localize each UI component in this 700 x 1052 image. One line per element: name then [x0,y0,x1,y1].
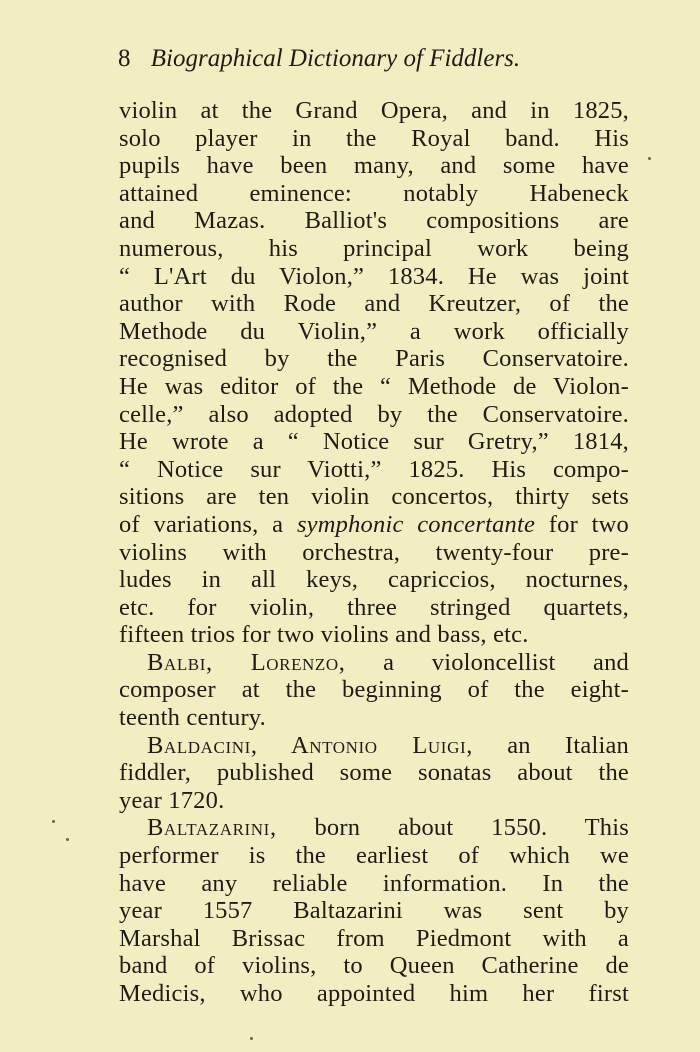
text-line: have any reliable information. In the [119,869,629,897]
italic-term: symphonic concertante [296,510,536,538]
text-line: composer at the beginning of the eight- [119,676,629,704]
text-line: band of violins, to Queen Catherine de [119,952,629,980]
text-line: attained eminence: notably Habeneck [119,179,629,207]
running-header [118,44,588,74]
text-line: celle,” also adopted by the Conservatoire. [119,400,629,428]
text-line: Methode du Violin,” a work officially [119,317,629,345]
text-line: of variations, a symphonic concertante for two [119,510,630,538]
text-line: “ L'Art du Violon,” 1834. He was joint [119,262,629,290]
entry-name: Baldacini, Antonio Luigi, [147,731,473,759]
entry-name: Balbi, Lorenzo, [147,648,346,676]
text-line: violins with orchestra, twenty-four pre- [119,538,629,566]
text-line: etc. for violin, three stringed quartets, [119,593,629,621]
text-line: sitions are ten violin concertos, thirty sets [119,483,629,511]
text-line: He wrote a “ Notice sur Gretry,” 1814, [119,428,629,456]
text-line: violin at the Grand Opera, and in 1825, [119,97,629,124]
text-line: fiddler, published some sonatas about the [119,759,629,787]
scan-speck [250,1037,253,1040]
text-line: He was editor of the “ Methode de Violon- [119,372,629,400]
scan-speck [648,157,651,160]
running-title: Biographical Dictionary of Fiddlers. [150,45,521,72]
text-line: performer is the earliest of which we [119,842,629,870]
text-line: Medicis, who appointed him her first [119,980,629,1007]
text-line: year 1720. [119,786,225,814]
text-line: pupils have been many, and some have [119,152,629,180]
text-line: teenth century. [119,704,266,732]
text-line: year 1557 Baltazarini was sent by [119,897,629,925]
scan-speck [66,838,69,841]
text-line: ludes in all keys, capriccios, nocturnes, [119,566,629,594]
body-text [119,97,629,1008]
text-line: “ Notice sur Viotti,” 1825. His compo- [119,455,629,483]
text-line: numerous, his principal work being [119,234,629,262]
text-line: author with Rode and Kreutzer, of the [119,290,629,318]
text-line: Marshal Brissac from Piedmont with a [119,924,629,952]
entry-first-line: Baldacini, Antonio Luigi, an Italian [147,731,629,759]
text-line: fifteen trios for two violins and bass, etc. [119,621,529,649]
text-line: recognised by the Paris Conservatoire. [119,345,629,373]
scan-speck [52,820,55,823]
entry-name: Baltazarini, [147,814,277,842]
page-number: 8 [118,45,131,72]
text-line: and Mazas. Balliot's compositions are [119,207,629,235]
entry-first-line: Balbi, Lorenzo, a violoncellist and [147,648,630,676]
text-line: solo player in the Royal band. His [119,124,629,152]
entry-first-line: Baltazarini, born about 1550. This [147,814,629,842]
